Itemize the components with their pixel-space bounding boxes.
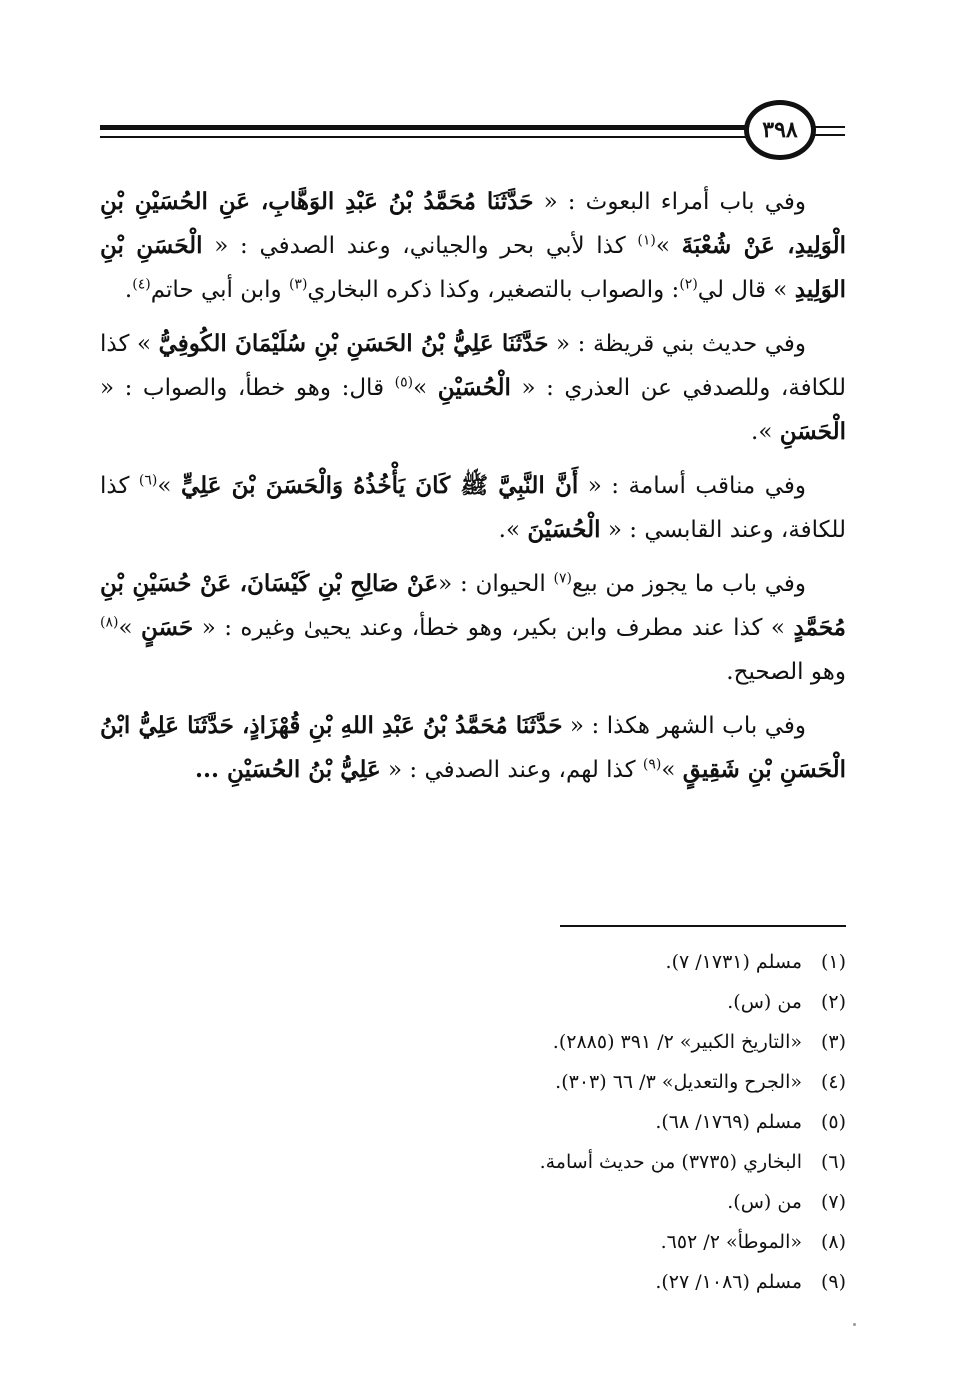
- paragraph-text: وفي باب ما يجوز من بيع: [572, 571, 806, 597]
- footnote-marker: (٥): [394, 374, 414, 391]
- paragraph-text: » كذا عند مطرف وابن بكير، وهو خطأ، وعند يحيىٰ وغيره : «: [193, 615, 794, 641]
- footnote-number: (٦): [820, 1151, 846, 1173]
- paragraph-text: وفي حديث بني قريظة : «: [548, 331, 806, 357]
- paragraph: [100, 562, 846, 694]
- quoted-text: حَدَّثَنَا مُحَمَّدُ بْنُ عَبْدِ الوَهَّابِ، عَنِ الحُسَيْنِ بْنِ الْوَلِيدِ، عَنْ شُعْبَةَ: [100, 188, 846, 259]
- footnote-text: مسلم (١٧٣١/ ٧).: [665, 951, 802, 973]
- footnote-item: [100, 942, 846, 982]
- paragraph-text: : والصواب بالتصغير، وكذا ذكره البخاري: [307, 277, 680, 303]
- footnote-marker: (٨): [100, 614, 119, 631]
- footnote-text: مسلم (١٧٦٩/ ٦٨).: [655, 1111, 802, 1133]
- footnote-marker: (١): [637, 232, 656, 249]
- footnote-marker: (٩): [642, 756, 662, 773]
- header-rule-thin: [100, 136, 750, 138]
- page-number-text: ٣٩٨: [762, 117, 798, 143]
- footnotes-list: [100, 942, 846, 1302]
- footnote-separator: [560, 925, 846, 927]
- footnote-item: [100, 982, 846, 1022]
- paragraph-text: كذا لهم، وعند الصدفي : «: [380, 757, 643, 783]
- paragraph-text: وفي مناقب أسامة : «: [578, 473, 806, 499]
- paragraph-text: » قال لي: [697, 277, 795, 303]
- footnote-marker: (٢): [679, 276, 698, 293]
- footnote-number: (٩): [820, 1271, 846, 1293]
- footnote-item: [100, 1022, 846, 1062]
- quoted-text: الْحُسَيْنِ: [437, 374, 511, 401]
- footnote-text: من (س).: [727, 1191, 802, 1213]
- paragraph-text: ».: [498, 517, 528, 543]
- footnote-number: (٤): [820, 1071, 846, 1093]
- paragraph-text: » كذا للكافة، وللصدفي عن العذري : «: [100, 331, 846, 401]
- footnote-text: «الموطأ» ٢/ ٦٥٢.: [660, 1231, 802, 1253]
- paragraph-text: كذا لأبي بحر والجياني، وعند الصدفي : «: [202, 233, 638, 259]
- footnote-number: (٧): [820, 1191, 846, 1213]
- footnote-number: (٥): [820, 1111, 846, 1133]
- footnote-item: [100, 1102, 846, 1142]
- footnote-item: [100, 1182, 846, 1222]
- header-rule-right-top: [815, 126, 845, 128]
- paragraph: [100, 322, 846, 454]
- footnote-marker: (٣): [288, 276, 308, 293]
- paragraph-text: وهو الصحيح.: [726, 659, 846, 685]
- page-header: [0, 0, 954, 175]
- quoted-text: أَنَّ النَّبِيَّ ﷺ كَانَ يَأْخُذُهُ وَالْحَسَنَ بْنَ عَلِيٍّ: [180, 472, 579, 499]
- quoted-text: عَنْ صَالِحِ بْنِ كَيْسَانَ، عَنْ حُسَيْنِ بْنِ مُحَمَّدٍ: [100, 570, 846, 641]
- paragraph-text: .: [124, 277, 133, 303]
- paragraph-text: وابن أبي حاتم: [150, 277, 289, 303]
- paragraph-text: قال: وهو خطأ، والصواب : «: [100, 375, 395, 401]
- paragraph-text: كذا للكافة، وعند القابسي : «: [100, 473, 846, 543]
- header-rule-thick: [100, 125, 750, 130]
- quoted-text: الْحَسَنِ: [779, 418, 846, 445]
- footnote-item: [100, 1062, 846, 1102]
- quoted-text: حَدَّثَنَا مُحَمَّدُ بْنُ عَبْدِ اللهِ بْنِ قُهْزَاذٍ، حَدَّثَنَا عَلِيُّ ابْنُ الْحَسَنِ بْنِ شَقِيقٍ: [100, 712, 846, 783]
- paragraph-text: وفي باب الشهر هكذا : «: [562, 713, 806, 739]
- quoted-text: حَسَنٍ: [141, 614, 194, 641]
- footnote-item: [100, 1142, 846, 1182]
- page-number: [744, 100, 816, 160]
- paragraph-text: ».: [751, 419, 780, 445]
- footnote-item: [100, 1222, 846, 1262]
- main-text: [100, 180, 846, 802]
- footnote-text: مسلم (١٠٨٦/ ٢٧).: [655, 1271, 802, 1293]
- quoted-text: الْحَسَنِ بْنِ الوَلِيدِ: [100, 232, 846, 303]
- footnote-marker: (٤): [132, 276, 151, 293]
- paragraph-text: الحيوان : «: [438, 571, 554, 597]
- paragraph: [100, 704, 846, 792]
- paragraph-text: »: [661, 757, 683, 783]
- paragraph-text: وفي باب أمراء البعوث : «: [533, 189, 806, 215]
- paragraph-text: »: [157, 473, 181, 499]
- quoted-text: عَلِيُّ بْنُ الحُسَيْنِ ...: [195, 756, 381, 783]
- footnote-number: (٨): [820, 1231, 846, 1253]
- footnote-text: «الجرح والتعديل» ٣/ ٦٦ (٣٠٣).: [555, 1071, 802, 1093]
- footnote-marker: (٦): [138, 472, 158, 489]
- footnote-text: «التاريخ الكبير» ٢/ ٣٩١ (٢٨٨٥).: [552, 1031, 802, 1053]
- quoted-text: الْحُسَيْنَ: [527, 516, 601, 543]
- footnote-text: من (س).: [727, 991, 802, 1013]
- footnote-number: (٣): [820, 1031, 846, 1053]
- footnote-number: (٢): [820, 991, 846, 1013]
- footnote-marker: (٧): [553, 570, 573, 587]
- footnote-item: [100, 1262, 846, 1302]
- quoted-text: حَدَّثَنَا عَلِيُّ بْنُ الحَسَنِ بْنِ سُلَيْمَانَ الكُوفِيُّ: [158, 330, 549, 357]
- header-rule-right-bottom: [815, 134, 845, 136]
- footnote-text: البخاري (٣٧٣٥) من حديث أسامة.: [539, 1151, 802, 1173]
- paragraph: [100, 180, 846, 312]
- footnote-number: (١): [820, 951, 846, 973]
- paragraph: [100, 464, 846, 552]
- scan-dot: [853, 1323, 856, 1326]
- paragraph-text: »: [655, 233, 682, 259]
- paragraph-text: »: [118, 615, 141, 641]
- paragraph-text: »: [413, 375, 438, 401]
